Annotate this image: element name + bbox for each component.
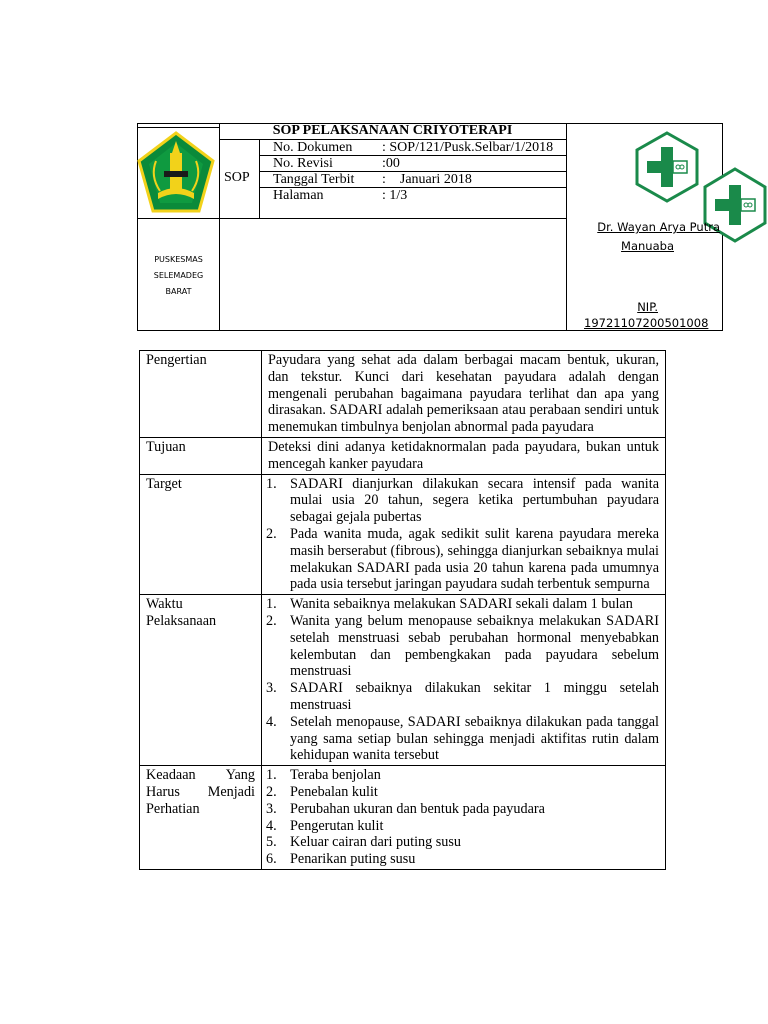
section-list <box>262 595 666 766</box>
header-divider <box>138 127 219 128</box>
nip-value: 19721107200501008 <box>584 316 709 330</box>
list-text: Wanita yang belum menopause sebaiknya melakukan SADARI setelah menstruasi sebab perubahan hormonal menyebabkan kelembutan dan pembengkakan pada payudara sebelum menstruasi <box>290 612 659 680</box>
list-item <box>268 767 659 784</box>
signatory-name-line: Dr. Wayan Arya Putra <box>597 220 720 234</box>
list-number: 2. <box>266 525 277 542</box>
section-label <box>140 595 262 766</box>
sop-content-table <box>139 350 666 870</box>
meta-value: : SOP/121/Pusk.Selbar/1/2018 <box>382 140 554 155</box>
meta-label: Halaman <box>273 188 324 203</box>
meta-value: : 1/3 <box>382 188 408 203</box>
list-text: Wanita sebaiknya melakukan SADARI sekali dalam 1 bulan <box>290 596 633 613</box>
list-number: 3. <box>266 800 277 817</box>
list-item <box>268 680 659 714</box>
list-item <box>268 834 659 851</box>
list-number: 4. <box>266 817 277 834</box>
list-item <box>268 784 659 801</box>
list-number: 6. <box>266 851 277 868</box>
table-row <box>140 351 666 438</box>
section-text: Deteksi dini adanya ketidaknormalan pada payudara, bukan untuk mencegah kanker payudara <box>262 437 666 474</box>
list-text: Pengerutan kulit <box>290 817 384 834</box>
list-item <box>268 818 659 835</box>
list-text: Penarikan puting susu <box>290 851 416 868</box>
list-number: 2. <box>266 783 277 800</box>
list-text: Teraba benjolan <box>290 767 381 784</box>
list-item <box>268 714 659 764</box>
header-divider <box>566 124 567 331</box>
organization-line: SELEMADEG <box>153 271 204 280</box>
section-label-line: Pelaksanaan <box>146 612 217 629</box>
list-item <box>268 596 659 613</box>
section-label: Target <box>140 474 262 595</box>
list-number: 1. <box>266 475 277 492</box>
list-number: 1. <box>266 767 277 784</box>
organization-line: BARAT <box>165 287 192 296</box>
list-text: Perubahan ukuran dan bentuk pada payudara <box>290 800 545 817</box>
meta-value: : Januari 2018 <box>382 172 472 187</box>
meta-label: No. Dokumen <box>273 140 353 155</box>
section-label-line: Waktu <box>146 596 183 613</box>
header-divider <box>138 218 566 219</box>
list-item <box>268 526 659 593</box>
sop-header <box>137 123 723 331</box>
document-title: SOP PELAKSANAAN CRIYOTERAPI <box>272 123 513 138</box>
regional-emblem-logo <box>136 131 216 215</box>
list-item <box>268 801 659 818</box>
section-label: Keadaan Yang Harus Menjadi Perhatian <box>140 766 262 870</box>
list-number: 3. <box>266 680 277 697</box>
puskesmas-logo <box>630 130 704 204</box>
list-number: 4. <box>266 713 277 730</box>
header-divider <box>259 139 260 218</box>
table-row <box>140 766 666 870</box>
section-label: Pengertian <box>140 351 262 438</box>
sop-label: SOP <box>224 170 250 185</box>
section-list <box>262 766 666 870</box>
organization-name <box>138 252 219 300</box>
signatory-name-line: Manuaba <box>621 239 674 253</box>
section-list <box>262 474 666 595</box>
list-text: Keluar cairan dari puting susu <box>290 834 461 851</box>
list-text: Setelah menopause, SADARI sebaiknya dilakukan pada tanggal yang sama setiap bulan sehingga menjadi aktifitas rutin dalam kehidupan wanita tersebut <box>290 713 659 764</box>
list-item <box>268 476 659 526</box>
list-text: SADARI dianjurkan dilakukan secara intensif pada wanita mulai usia 20 tahun, segera ketika pertumbuhan payudara sebagai gejala pubertas <box>290 475 659 526</box>
nip-label: NIP. <box>637 300 658 314</box>
table-row <box>140 595 666 766</box>
signatory-name <box>578 237 674 255</box>
signatory-name <box>578 218 720 236</box>
list-text: SADARI sebaiknya dilakukan sekitar 1 minggu setelah menstruasi <box>290 680 659 713</box>
meta-label: Tanggal Terbit <box>273 172 355 187</box>
list-number: 5. <box>266 834 277 851</box>
table-row <box>140 437 666 474</box>
section-label: Tujuan <box>140 437 262 474</box>
list-item <box>268 851 659 868</box>
list-text: Pada wanita muda, agak sedikit sulit karena payudara mereka masih berserabut (fibrous), sehingga dianjurkan sebaiknya mulai melakukan SADARI pada usia 20 tahun karena pada umumnya pada usia tersebut jaringan payudara sudah terbentuk sempurna <box>290 525 659 593</box>
list-text: Penebalan kulit <box>290 783 378 800</box>
meta-label: No. Revisi <box>273 156 333 171</box>
list-number: 2. <box>266 612 277 629</box>
list-number: 1. <box>266 596 277 613</box>
header-divider <box>219 124 220 331</box>
meta-value: :00 <box>382 156 400 171</box>
table-row <box>140 474 666 595</box>
list-item <box>268 613 659 680</box>
section-text: Payudara yang sehat ada dalam berbagai macam bentuk, ukuran, dan tekstur. Kunci dari kesehatan payudara adalah dengan mengenali perubahan bagaimana payudara terlihat dan apa yang dirasakan. SADARI adalah pemeriksaan atau perabaan sendiri untuk menemukan timbulnya benjolan abnormal pada payudara <box>262 351 666 438</box>
organization-line: PUSKESMAS <box>154 255 203 264</box>
